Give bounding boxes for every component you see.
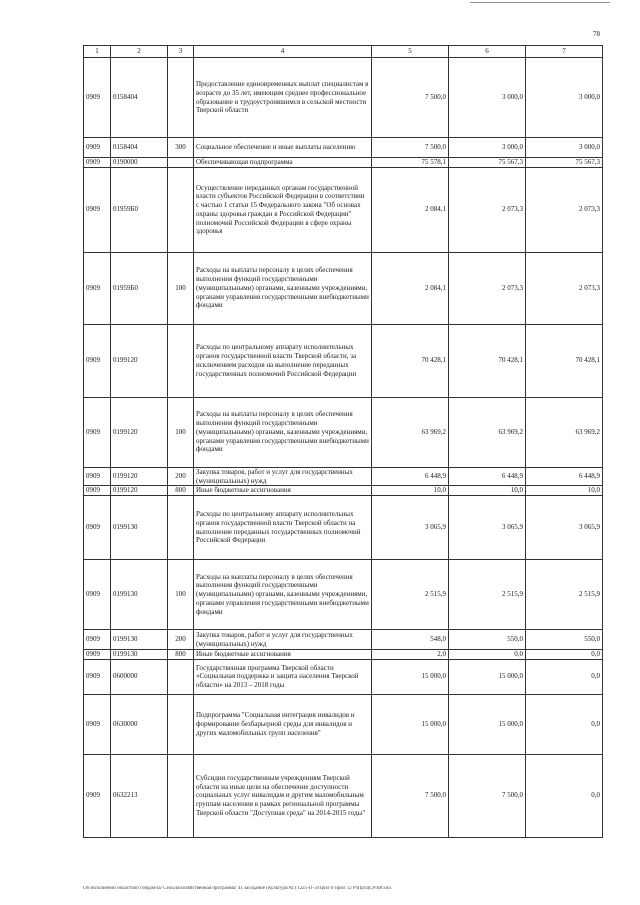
section-code-cell: 0909 (84, 650, 111, 660)
target-code-cell: 0632213 (111, 754, 168, 837)
expense-type-cell: 100 (168, 397, 194, 467)
page-number: 78 (593, 30, 600, 38)
amount-col7-cell: 0,0 (526, 650, 603, 660)
section-code-cell: 0909 (84, 694, 111, 754)
amount-col7-cell: 75 567,3 (526, 158, 603, 168)
amount-col5-cell: 2,0 (372, 650, 449, 660)
amount-col5-cell: 70 428,1 (372, 324, 449, 397)
amount-col6-cell: 2 515,9 (449, 560, 526, 630)
description-cell: Предоставление единовременных выплат специалистам в возрасте до 35 лет, имеющим среднее профессиональное образование и трудоустроившимся в сельской местности Тверской области (194, 58, 372, 138)
expense-type-cell: 800 (168, 486, 194, 496)
amount-col5-cell: 7 500,0 (372, 754, 449, 837)
description-cell: Социальное обеспечение и иные выплаты населению (194, 138, 372, 158)
table-row (84, 138, 603, 158)
header-col-2: 2 (111, 46, 168, 58)
description-cell: Иные бюджетные ассигнования (194, 486, 372, 496)
amount-col6-cell: 2 073,3 (449, 167, 526, 252)
amount-col6-cell: 63 969,2 (449, 397, 526, 467)
amount-col5-cell: 7 500,0 (372, 58, 449, 138)
expense-type-cell (168, 754, 194, 837)
target-code-cell: 0199130 (111, 496, 168, 560)
description-cell: Государственная программа Тверской области «Социальная поддержка и защита населения Тверской области» на 2013 – 2018 годы (194, 659, 372, 694)
section-code-cell: 0909 (84, 158, 111, 168)
section-code-cell: 0909 (84, 659, 111, 694)
amount-col5-cell: 3 065,9 (372, 496, 449, 560)
amount-col6-cell: 6 448,9 (449, 467, 526, 486)
description-cell: Осуществление переданных органам государственной власти субъектов Российской Федерации в соответствии с частью 1 статьи 15 Федерального закона "Об основах охраны здоровья граждан в Российской Федерации" полномочий Российской Федерации в сфере охраны здоровья (194, 167, 372, 252)
header-col-3: 3 (168, 46, 194, 58)
table-row (84, 496, 603, 560)
table-row (84, 467, 603, 486)
budget-table (83, 45, 603, 838)
expense-type-cell (168, 58, 194, 138)
expense-type-cell (168, 158, 194, 168)
description-cell: Подпрограмма "Социальная интеграция инвалидов и формирование безбарьерной среды для инвалидов и других маломобильных групп населения" (194, 694, 372, 754)
amount-col5-cell: 75 578,1 (372, 158, 449, 168)
amount-col6-cell: 15 000,0 (449, 694, 526, 754)
table-row (84, 694, 603, 754)
amount-col6-cell: 2 073,3 (449, 252, 526, 324)
amount-col7-cell: 0,0 (526, 754, 603, 837)
amount-col7-cell: 70 428,1 (526, 324, 603, 397)
section-code-cell: 0909 (84, 397, 111, 467)
section-code-cell: 0909 (84, 486, 111, 496)
table-row (84, 486, 603, 496)
target-code-cell: 0199130 (111, 560, 168, 630)
expense-type-cell: 100 (168, 252, 194, 324)
amount-col5-cell: 10,0 (372, 486, 449, 496)
section-code-cell: 0909 (84, 467, 111, 486)
header-row (84, 46, 603, 58)
header-col-1: 1 (84, 46, 111, 58)
expense-type-cell (168, 324, 194, 397)
target-code-cell: 0199120 (111, 324, 168, 397)
section-code-cell: 0909 (84, 252, 111, 324)
table-row (84, 324, 603, 397)
amount-col5-cell: 6 448,9 (372, 467, 449, 486)
target-code-cell: 0158404 (111, 58, 168, 138)
header-col-5: 5 (372, 46, 449, 58)
expense-type-cell: 200 (168, 467, 194, 486)
amount-col6-cell: 3 065,9 (449, 496, 526, 560)
target-code-cell: 0630000 (111, 694, 168, 754)
expense-type-cell: 100 (168, 560, 194, 630)
expense-type-cell: 300 (168, 138, 194, 158)
description-cell: Закупка товаров, работ и услуг для государственных (муниципальных) нужд (194, 630, 372, 650)
table-row (84, 560, 603, 630)
amount-col5-cell: 63 969,2 (372, 397, 449, 467)
amount-col7-cell: 0,0 (526, 659, 603, 694)
amount-col6-cell: 0,0 (449, 650, 526, 660)
expense-type-cell: 200 (168, 630, 194, 650)
table-row (84, 650, 603, 660)
table-row (84, 252, 603, 324)
amount-col6-cell: 3 000,0 (449, 138, 526, 158)
amount-col5-cell: 2 084,1 (372, 252, 449, 324)
target-code-cell: 0199120 (111, 467, 168, 486)
table-row (84, 754, 603, 837)
amount-col6-cell: 70 428,1 (449, 324, 526, 397)
amount-col5-cell: 548,0 (372, 630, 449, 650)
table-row (84, 167, 603, 252)
amount-col6-cell: 7 500,0 (449, 754, 526, 837)
target-code-cell: 0199120 (111, 486, 168, 496)
amount-col5-cell: 7 500,0 (372, 138, 449, 158)
amount-col7-cell: 63 969,2 (526, 397, 603, 467)
expense-type-cell (168, 694, 194, 754)
header-col-4: 4 (194, 46, 372, 58)
amount-col5-cell: 15 000,0 (372, 694, 449, 754)
amount-col7-cell: 0,0 (526, 694, 603, 754)
amount-col7-cell: 550,0 (526, 630, 603, 650)
expense-type-cell (168, 659, 194, 694)
table-row (84, 158, 603, 168)
description-cell: Обеспечивающая подпрограмма (194, 158, 372, 168)
target-code-cell: 0190000 (111, 158, 168, 168)
top-rule (470, 2, 610, 3)
table-row (84, 58, 603, 138)
section-code-cell: 0909 (84, 630, 111, 650)
target-code-cell: 01959Б0 (111, 252, 168, 324)
description-cell: Расходы по центральному аппарату исполнительных органов государственной власти Тверской области на выполнение переданных государственных полномочий Российской Федерации (194, 496, 372, 560)
section-code-cell: 0909 (84, 324, 111, 397)
amount-col7-cell: 3 000,0 (526, 138, 603, 158)
header-col-6: 6 (449, 46, 526, 58)
amount-col6-cell: 75 567,3 (449, 158, 526, 168)
amount-col7-cell: 3 065,9 (526, 496, 603, 560)
description-cell: Расходы на выплаты персоналу в целях обеспечения выполнения функций государственными (муниципальными) органами, казенными учреждениями, органами управления государственными внебюджетными фондами (194, 560, 372, 630)
expense-type-cell (168, 167, 194, 252)
amount-col6-cell: 550,0 (449, 630, 526, 650)
target-code-cell: 0199130 (111, 630, 168, 650)
amount-col6-cell: 15 000,0 (449, 659, 526, 694)
amount-col5-cell: 2 515,9 (372, 560, 449, 630)
amount-col7-cell: 10,0 (526, 486, 603, 496)
description-cell: Закупка товаров, работ и услуг для государственных (муниципальных) нужд (194, 467, 372, 486)
header-col-7: 7 (526, 46, 603, 58)
table-row (84, 659, 603, 694)
amount-col7-cell: 2 515,9 (526, 560, 603, 630)
section-code-cell: 0909 (84, 560, 111, 630)
amount-col7-cell: 3 000,0 (526, 58, 603, 138)
expense-type-cell: 800 (168, 650, 194, 660)
description-cell: Расходы по центральному аппарату исполнительных органов государственной власти Тверской области, за исключением расходов на выполнение переданных государственных полномочий Российской Федерации (194, 324, 372, 397)
description-cell: Расходы на выплаты персоналу в целях обеспечения выполнения функций государственными (муниципальными) органами, казенными учреждениями, органами управления государственными внебюджетными фондами (194, 252, 372, 324)
target-code-cell: 0600000 (111, 659, 168, 694)
section-code-cell: 0909 (84, 138, 111, 158)
description-cell: Субсидии государственным учреждениям Тверской области на иные цели на обеспечение доступности социальных услуг инвалидам и другим маломобильным группам населения в рамках региональной программы Тверской области "Доступная среда" на 2014-2015 годы" (194, 754, 372, 837)
expense-type-cell (168, 496, 194, 560)
amount-col6-cell: 3 000,0 (449, 58, 526, 138)
footer-path: Об исполнении областного бюджета/ Сельскохозяйственная программа/ 41 заседание (Культура/Ас) 1225-П-3/Прил 6 Прил 12 РзПр/ЦСР/ВР.xlsx (83, 886, 392, 891)
target-code-cell: 01959Б0 (111, 167, 168, 252)
amount-col6-cell: 10,0 (449, 486, 526, 496)
target-code-cell: 0199120 (111, 397, 168, 467)
amount-col7-cell: 2 073,3 (526, 167, 603, 252)
amount-col5-cell: 2 084,1 (372, 167, 449, 252)
amount-col7-cell: 2 073,3 (526, 252, 603, 324)
section-code-cell: 0909 (84, 754, 111, 837)
description-cell: Иные бюджетные ассигнования (194, 650, 372, 660)
section-code-cell: 0909 (84, 167, 111, 252)
description-cell: Расходы на выплаты персоналу в целях обеспечения выполнения функций государственными (муниципальными) органами, казенными учреждениями, органами управления государственными внебюджетными фондами (194, 397, 372, 467)
section-code-cell: 0909 (84, 496, 111, 560)
amount-col7-cell: 6 448,9 (526, 467, 603, 486)
target-code-cell: 0199130 (111, 650, 168, 660)
section-code-cell: 0909 (84, 58, 111, 138)
amount-col5-cell: 15 000,0 (372, 659, 449, 694)
table-row (84, 630, 603, 650)
target-code-cell: 0158404 (111, 138, 168, 158)
table-row (84, 397, 603, 467)
